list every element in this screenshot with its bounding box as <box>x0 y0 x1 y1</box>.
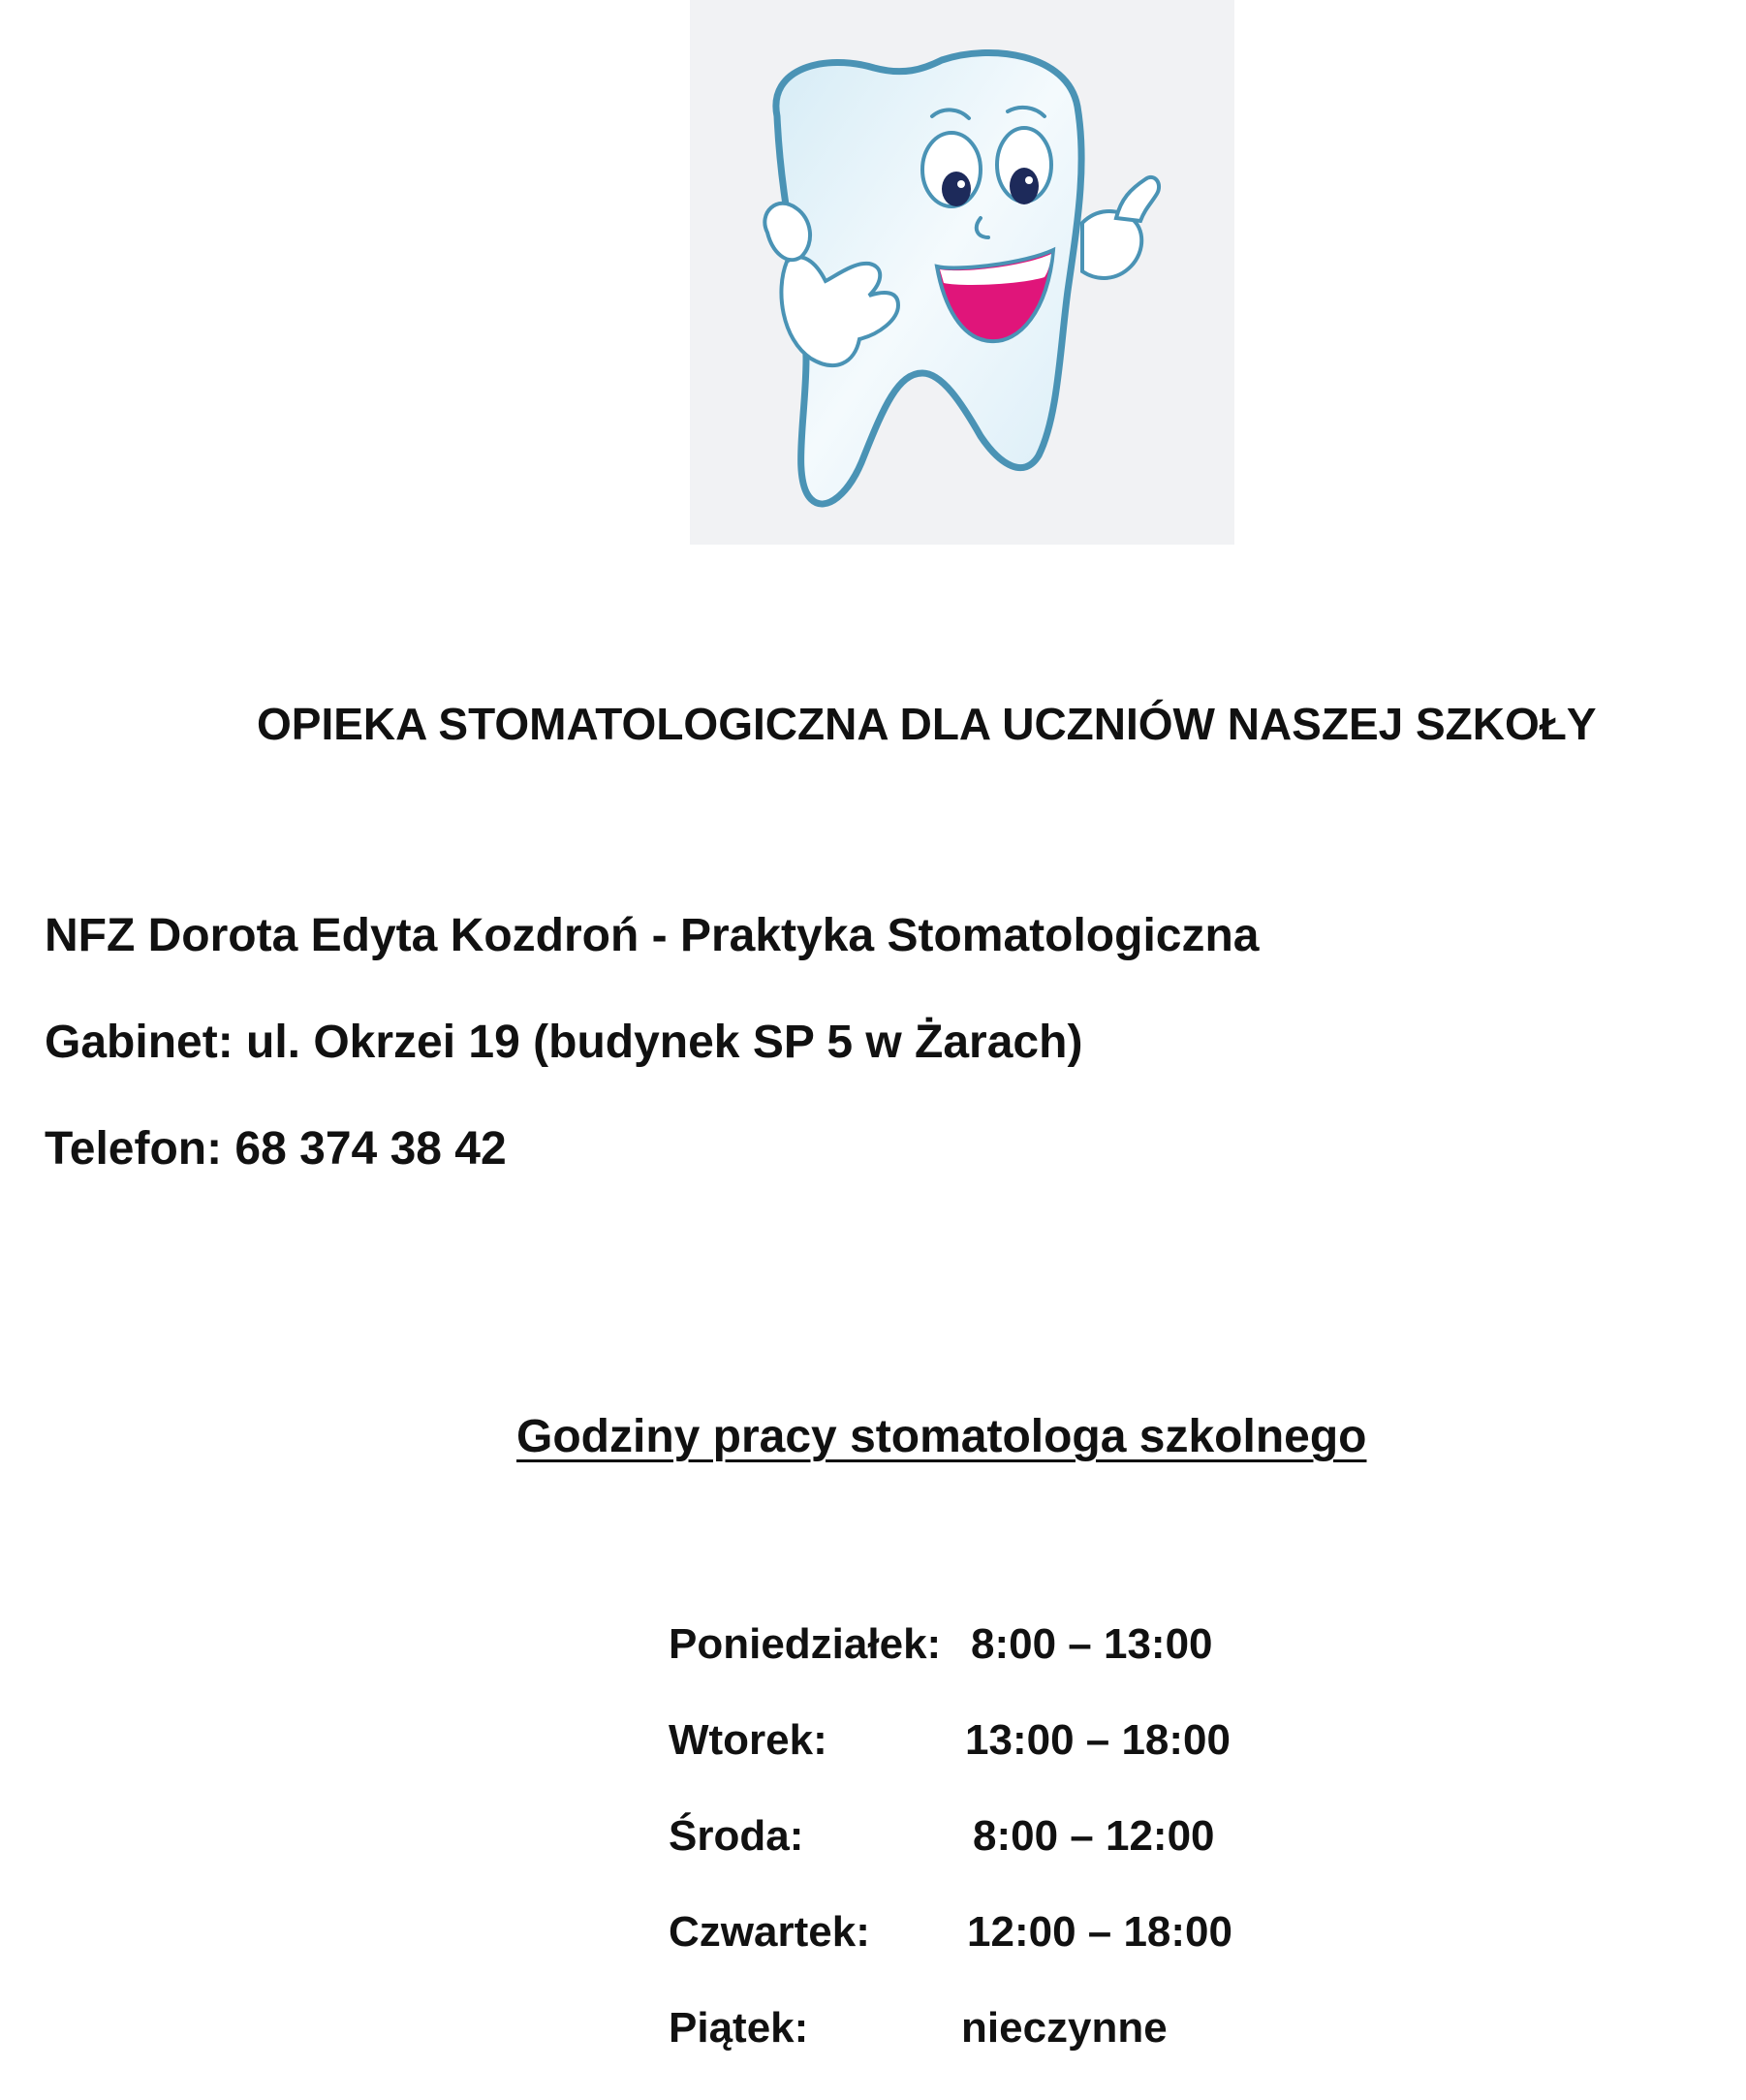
schedule-day: Czwartek: <box>669 1908 870 1956</box>
schedule-time: 13:00 – 18:00 <box>965 1716 1231 1764</box>
schedule-time: 12:00 – 18:00 <box>967 1908 1232 1956</box>
hours-heading: Godziny pracy stomatologa szkolnego <box>516 1411 1367 1462</box>
practice-name: NFZ Dorota Edyta Kozdroń - Praktyka Stomatologiczna <box>45 910 1260 961</box>
schedule-time: 8:00 – 12:00 <box>973 1812 1215 1860</box>
schedule-row-thursday <box>669 1908 1347 2004</box>
smiling-tooth-icon <box>690 0 1234 545</box>
schedule-row-monday <box>669 1620 1347 1716</box>
schedule-row-wednesday <box>669 1812 1347 1908</box>
schedule-row-friday <box>669 2004 1347 2100</box>
schedule-time: 8:00 – 13:00 <box>971 1620 1213 1668</box>
schedule-day: Środa: <box>669 1812 804 1860</box>
tooth-mascot-illustration <box>690 0 1234 545</box>
schedule-row-tuesday <box>669 1716 1347 1812</box>
schedule-day: Poniedziałek: <box>669 1620 942 1668</box>
schedule-time: nieczynne <box>961 2004 1168 2052</box>
schedule-day: Wtorek: <box>669 1716 827 1764</box>
phone-number: Telefon: 68 374 38 42 <box>45 1123 507 1175</box>
page-title: OPIEKA STOMATOLOGICZNA DLA UCZNIÓW NASZEJ SZKOŁY <box>257 699 1597 749</box>
schedule-day: Piątek: <box>669 2004 809 2052</box>
office-address: Gabinet: ul. Okrzei 19 (budynek SP 5 w Żarach) <box>45 1017 1083 1068</box>
schedule-list <box>669 1620 1347 2100</box>
